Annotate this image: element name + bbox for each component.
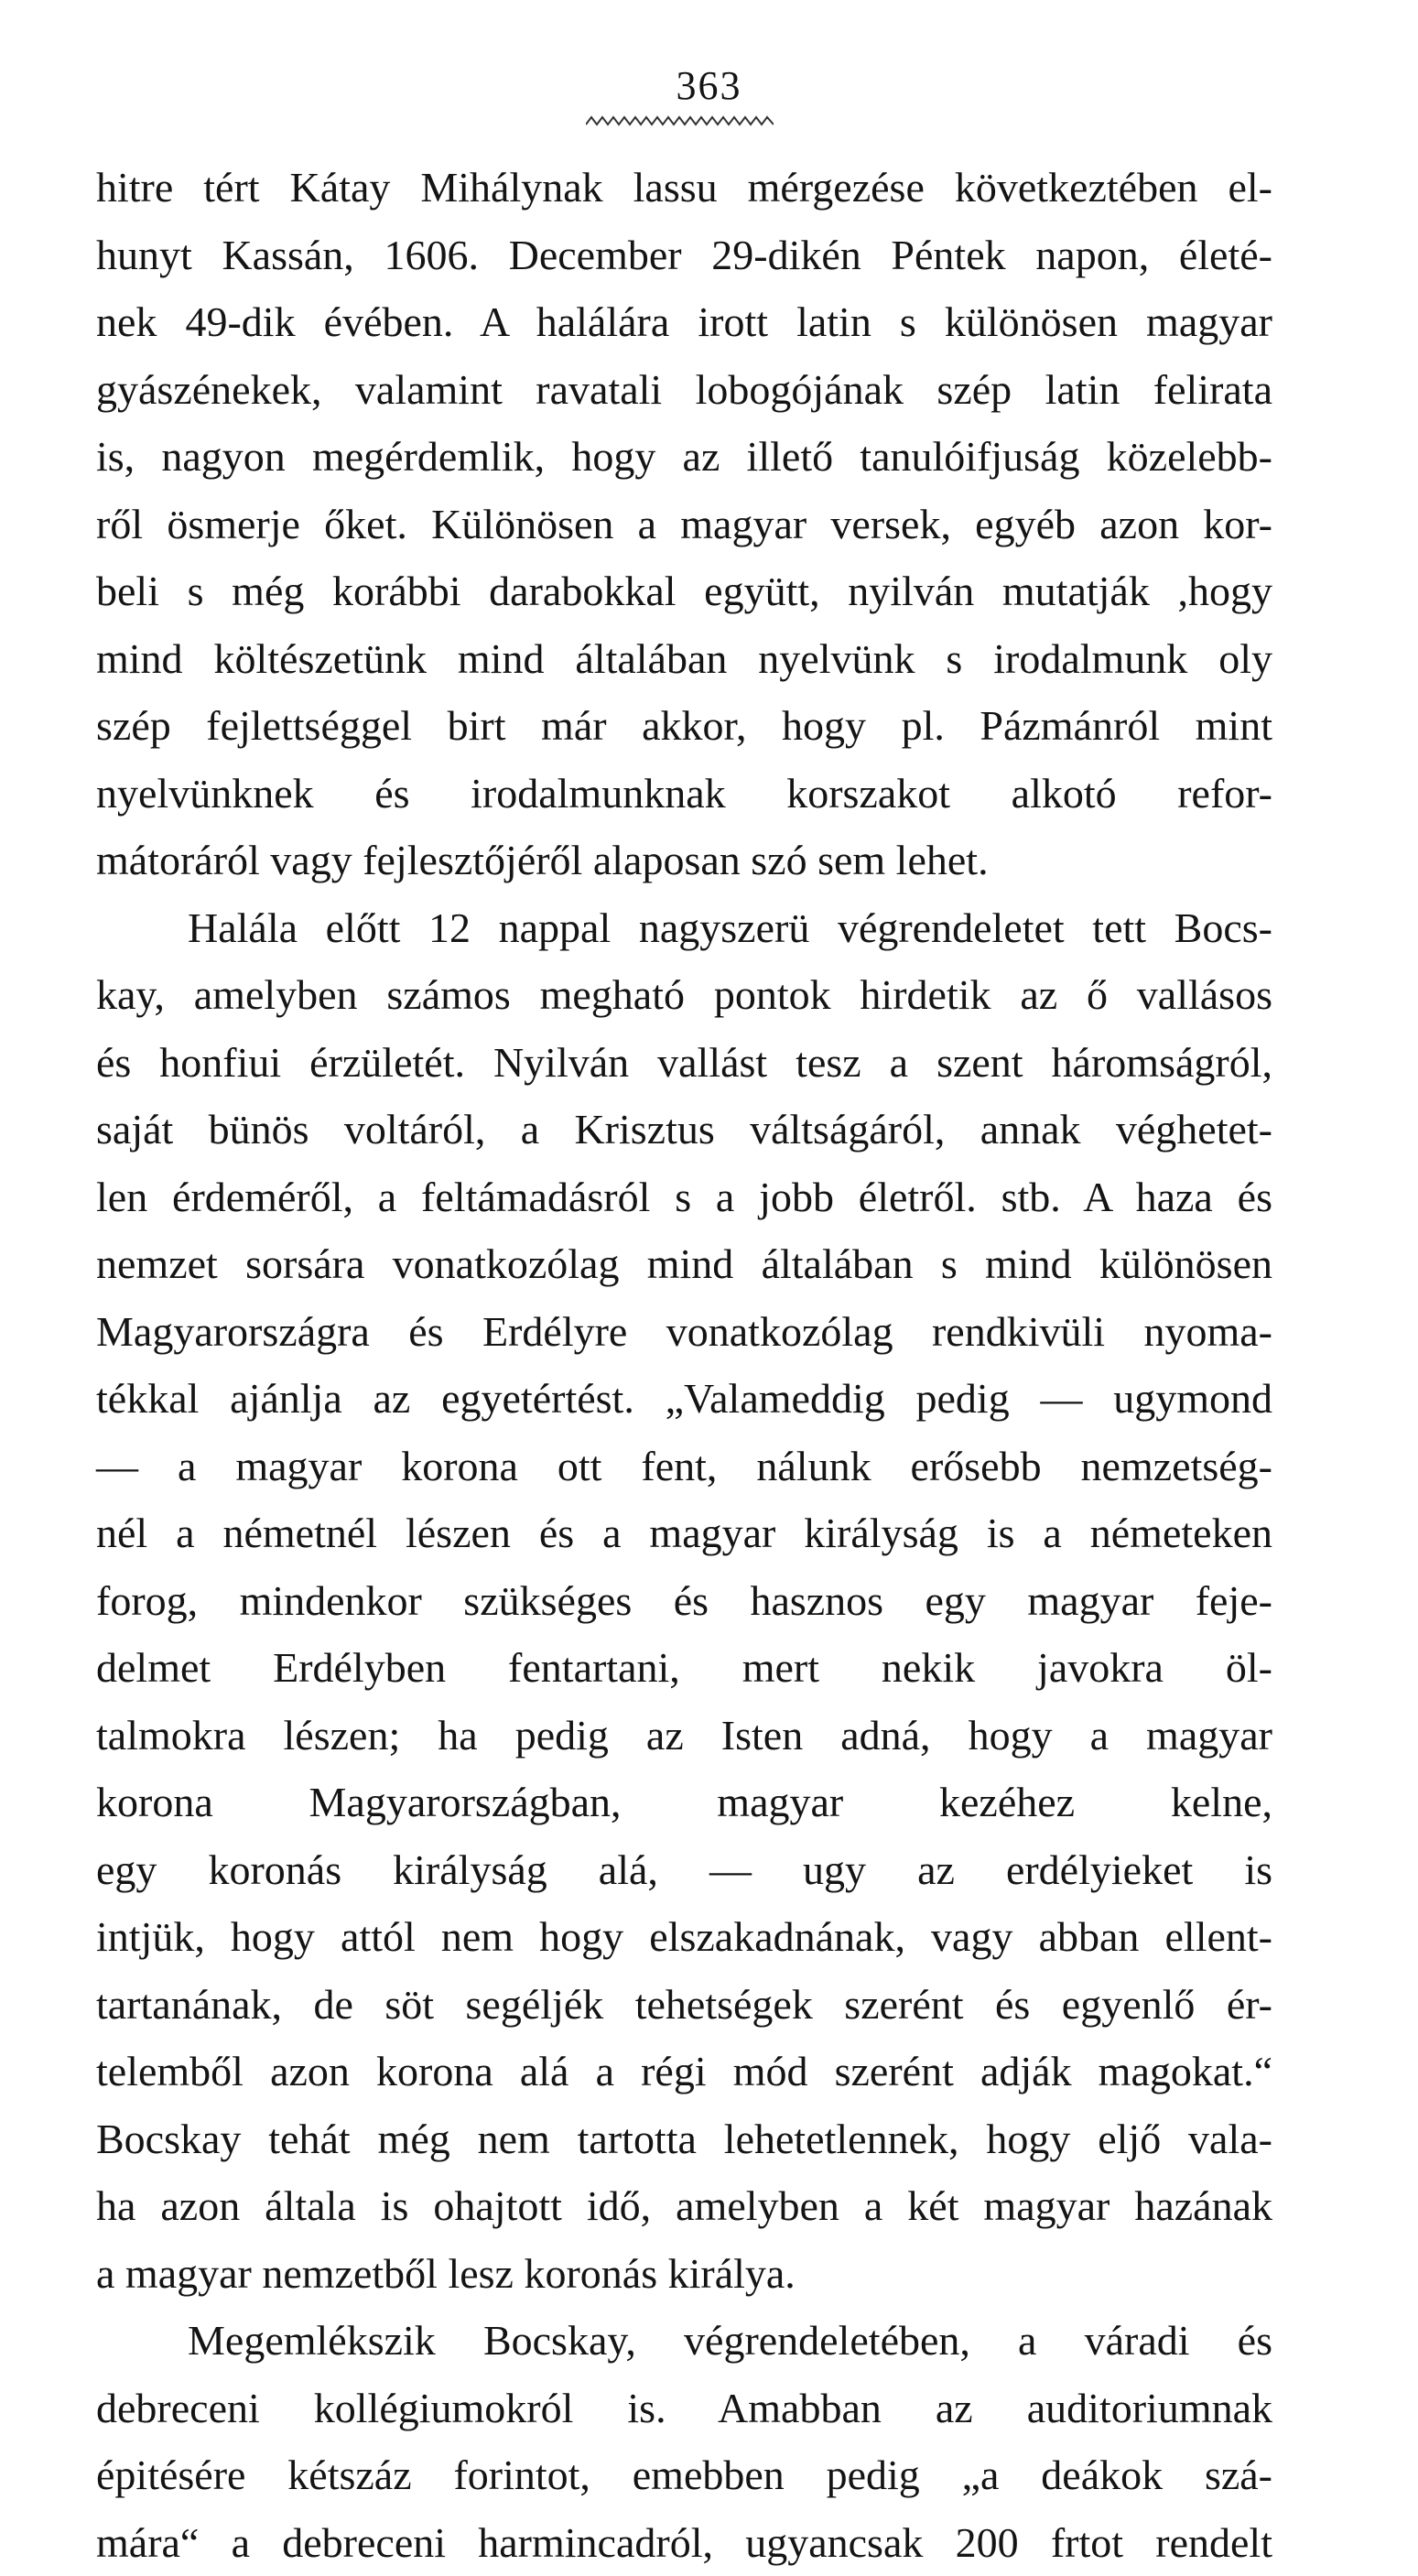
text-line: egy koronás királyság alá, — ugy az erdélyieket is bbox=[96, 1836, 1272, 1904]
text-line: mátoráról vagy fejlesztőjéről alaposan szó sem lehet. bbox=[96, 827, 1272, 894]
text-line: saját bünös voltáról, a Krisztus váltságáról, annak véghetet- bbox=[96, 1096, 1272, 1164]
text-line: delmet Erdélyben fentartani, mert nekik javokra öl- bbox=[96, 1634, 1272, 1702]
ornament-divider bbox=[586, 114, 774, 128]
page-number: 363 bbox=[0, 66, 1418, 106]
text-line: nek 49-dik évében. A halálára irott latin s különösen magyar bbox=[96, 288, 1272, 356]
text-line: talmokra lészen; ha pedig az Isten adná, hogy a magyar bbox=[96, 1702, 1272, 1770]
text-line: nemzet sorsára vonatkozólag mind általában s mind különösen bbox=[96, 1230, 1272, 1298]
text-line: beli s még korábbi darabokkal együtt, nyilván mutatják ,hogy bbox=[96, 557, 1272, 625]
text-line: kay, amelyben számos megható pontok hirdetik az ő vallásos bbox=[96, 961, 1272, 1029]
text-line: ha azon általa is ohajtott idő, amelyben a két magyar hazának bbox=[96, 2172, 1272, 2240]
text-line: forog, mindenkor szükséges és hasznos egy magyar feje- bbox=[96, 1567, 1272, 1635]
text-line: mára“ a debreceni harmincadról, ugyancsak 200 frtot rendelt bbox=[96, 2509, 1272, 2576]
text-line: hitre tért Kátay Mihálynak lassu mérgezése következtében el- bbox=[96, 154, 1272, 222]
text-line: intjük, hogy attól nem hogy elszakadnának, vagy abban ellent- bbox=[96, 1903, 1272, 1971]
text-line: is, nagyon megérdemlik, hogy az illető tanulóifjuság közelebb- bbox=[96, 423, 1272, 491]
text-line: Halála előtt 12 nappal nagyszerü végrendeletet tett Bocs- bbox=[96, 894, 1272, 962]
text-line: nyelvünknek és irodalmunknak korszakot alkotó refor- bbox=[96, 760, 1272, 828]
text-line: — a magyar korona ott fent, nálunk erősebb nemzetség- bbox=[96, 1433, 1272, 1500]
text-line: szép fejlettséggel birt már akkor, hogy pl. Pázmánról mint bbox=[96, 692, 1272, 760]
text-line: tékkal ajánlja az egyetértést. „Valameddig pedig — ugymond bbox=[96, 1365, 1272, 1433]
text-line: Bocskay tehát még nem tartotta lehetetlennek, hogy eljő vala- bbox=[96, 2105, 1272, 2173]
text-line: Magyarországra és Erdélyre vonatkozólag rendkivüli nyoma- bbox=[96, 1298, 1272, 1366]
text-line: a magyar nemzetből lesz koronás királya. bbox=[96, 2240, 1272, 2308]
text-line: hunyt Kassán, 1606. December 29-dikén Péntek napon, életé- bbox=[96, 222, 1272, 289]
text-line: len érdeméről, a feltámadásról s a jobb életről. stb. A haza és bbox=[96, 1164, 1272, 1231]
text-line: debreceni kollégiumokról is. Amabban az auditoriumnak bbox=[96, 2375, 1272, 2442]
body-text bbox=[96, 154, 1272, 2576]
text-line: ről ösmerje őket. Különösen a magyar versek, egyéb azon kor- bbox=[96, 491, 1272, 558]
text-line: Megemlékszik Bocskay, végrendeletében, a váradi és bbox=[96, 2307, 1272, 2375]
text-line: telemből azon korona alá a régi mód szerént adják magokat.“ bbox=[96, 2038, 1272, 2105]
text-line: tartanának, de söt segéljék tehetségek szerént és egyenlő ér- bbox=[96, 1971, 1272, 2039]
text-line: gyászénekek, valamint ravatali lobogójának szép latin felirata bbox=[96, 356, 1272, 424]
text-line: korona Magyarországban, magyar kezéhez kelne, bbox=[96, 1769, 1272, 1836]
text-line: mind költészetünk mind általában nyelvünk s irodalmunk oly bbox=[96, 625, 1272, 693]
text-line: és honfiui érzületét. Nyilván vallást tesz a szent háromságról, bbox=[96, 1029, 1272, 1097]
text-line: épitésére kétszáz forintot, emebben pedig „a deákok szá- bbox=[96, 2441, 1272, 2509]
text-line: nél a németnél lészen és a magyar királyság is a németeken bbox=[96, 1499, 1272, 1567]
